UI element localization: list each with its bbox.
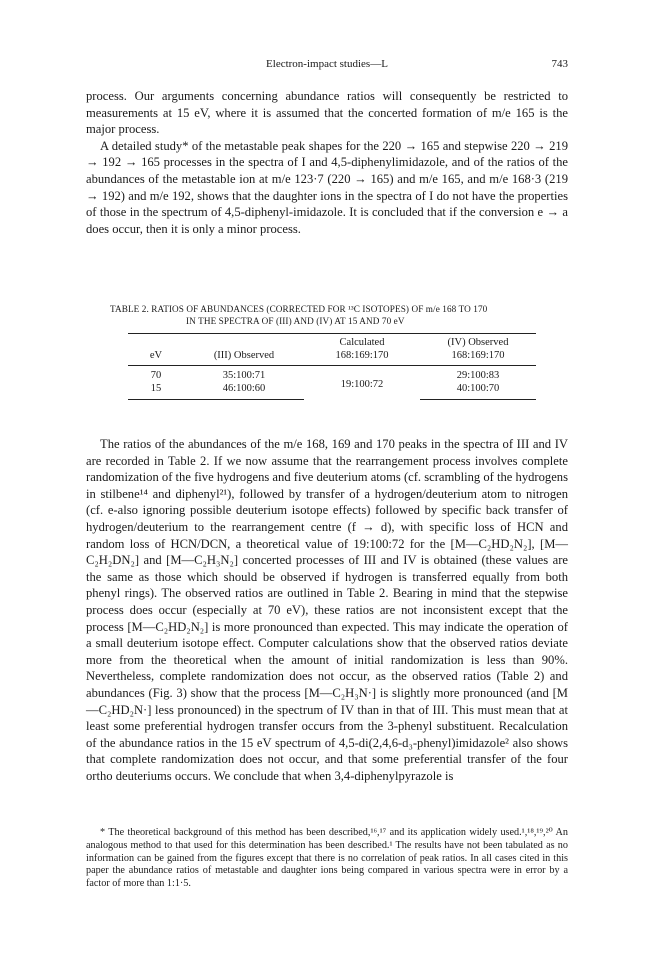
table-2 xyxy=(110,303,550,400)
body-text-bottom xyxy=(86,436,568,784)
header-cell: 168:169:170 xyxy=(420,350,536,366)
table-cell: 35:100:71 xyxy=(222,370,266,381)
footnote xyxy=(86,827,568,891)
table-caption-line: IN THE SPECTRA OF (III) AND (IV) AT 15 AND 70 eV xyxy=(186,316,405,326)
table-header-row xyxy=(128,350,536,366)
ratio-table xyxy=(128,333,536,400)
table-cell: 46:100:60 xyxy=(184,383,304,400)
table-cell: 19:100:72 xyxy=(340,378,384,390)
table-caption xyxy=(110,303,550,327)
header-cell: eV xyxy=(128,350,184,366)
table-cell: 15 xyxy=(128,383,184,400)
paragraph: A detailed study* of the metastable peak shapes for the 220 → 165 and stepwise 220 → 219 → 192 → 165 processes in the spectra of I and 4,5-diphenylimidazole, and of the ratios of the abundances of the metastable ion at m/e 123·7 (220 → 165) and m/e 165, and m/e 168·3 (219 → 192) and m/e 192, shows that the daughter ions in the spectra of I do not have the properties of those in the spectrum of 4,5-diphenyl-imidazole. It is concluded that if the conversion e → a does occur, then it is only a minor process. xyxy=(86,138,568,236)
page-header xyxy=(86,58,568,74)
paragraph: process. Our arguments concerning abundance ratios will consequently be restricted to measurements at 15 eV, where it is assumed that the concerted formation of m/e 165 is the major process. xyxy=(86,89,568,137)
table-cell: 70 xyxy=(150,370,162,381)
table-header-row xyxy=(128,334,536,350)
header-cell: 168:169:170 xyxy=(304,350,420,366)
paragraph: The ratios of the abundances of the m/e 168, 169 and 170 peaks in the spectra of III and IV are recorded in Table 2. If we now assume that the rearrangement process involves complete randomization of the five hydrogens and five deuterium atoms (cf. scrambling of the hydrogens in stilbene¹⁴ and diphenyl²¹), followed by transfer of a hydrogen/deuterium atom to nitrogen (cf. e-also ignoring possible deuterium isotope effects) followed by specific back transfer of hydrogen/deuterium to the rearrangement centre (f → d), with specific loss of HCN and random loss of HCN/DCN, a theoretical value of 19:100:72 for the [M—C₂HD₂N₂], [M—C₂H₂DN₂] and [M—C₂H₃N₂] concerted processes of III and IV is obtained (these values are the same as those which should be observed if hydrogen is transferred equally from both phenyl rings). The observed ratios are outlined in Table 2. Bearing in mind that the stepwise process does occur (especially at 70 eV), these ratios are not inconsistent except that the process [M—C₂HD₂N₂] is more pronounced than expected. This may indicate the operation of a small deuterium isotope effect. Computer calculations show that the observed ratios deviate more from the theoretical when the amount of initial randomization is less than 90%. Nevertheless, complete randomization does not occur, as the observed ratios (Table 2) and abundances (Fig. 3) show that the process [M—C₂H₃N·] is slightly more pronounced (and [M—C₂HD₂N·] less pronounced) in the spectrum of IV than in that of III. This must mean that at least some preferential hydrogen transfer occurs from the 3-phenyl substituent. Recalculation of the abundance ratios in the 15 eV spectrum of 4,5-di(2,4,6-d₃-phenyl)imidazole² also shows that complete randomization does not occur, and that some preferential transfer of the four ortho deuteriums occurs. We conclude that when 3,4-diphenylpyrazole is xyxy=(86,437,568,783)
page-number: 743 xyxy=(551,58,568,70)
table-row xyxy=(128,366,536,383)
table-cell: 40:100:70 xyxy=(420,383,536,400)
table-caption-line: TABLE 2. RATIOS OF ABUNDANCES (CORRECTED FOR ¹³C ISOTOPES) OF m/e 168 TO 170 xyxy=(110,304,488,314)
running-title: Electron-impact studies—L xyxy=(266,58,388,70)
header-cell: (IV) Observed xyxy=(420,334,536,350)
header-cell: (III) Observed xyxy=(184,350,304,366)
footnote-text: * The theoretical background of this method has been described,¹⁶,¹⁷ and its application widely used.¹,¹⁸,¹⁹,²⁰ An analogous method to that used for this determination has been described.¹ The results have not been tabulated as no information can be gained from the figures except that there is no correlation of peak ratios. In all cases cited in this paper the abundance ratios of metastable and daughter ions being compared in various spectra were in error by a factor of more than 1:1·5. xyxy=(86,827,568,890)
body-text-top xyxy=(86,88,568,237)
table-cell: 29:100:83 xyxy=(456,370,500,381)
header-cell: Calculated xyxy=(304,334,420,350)
